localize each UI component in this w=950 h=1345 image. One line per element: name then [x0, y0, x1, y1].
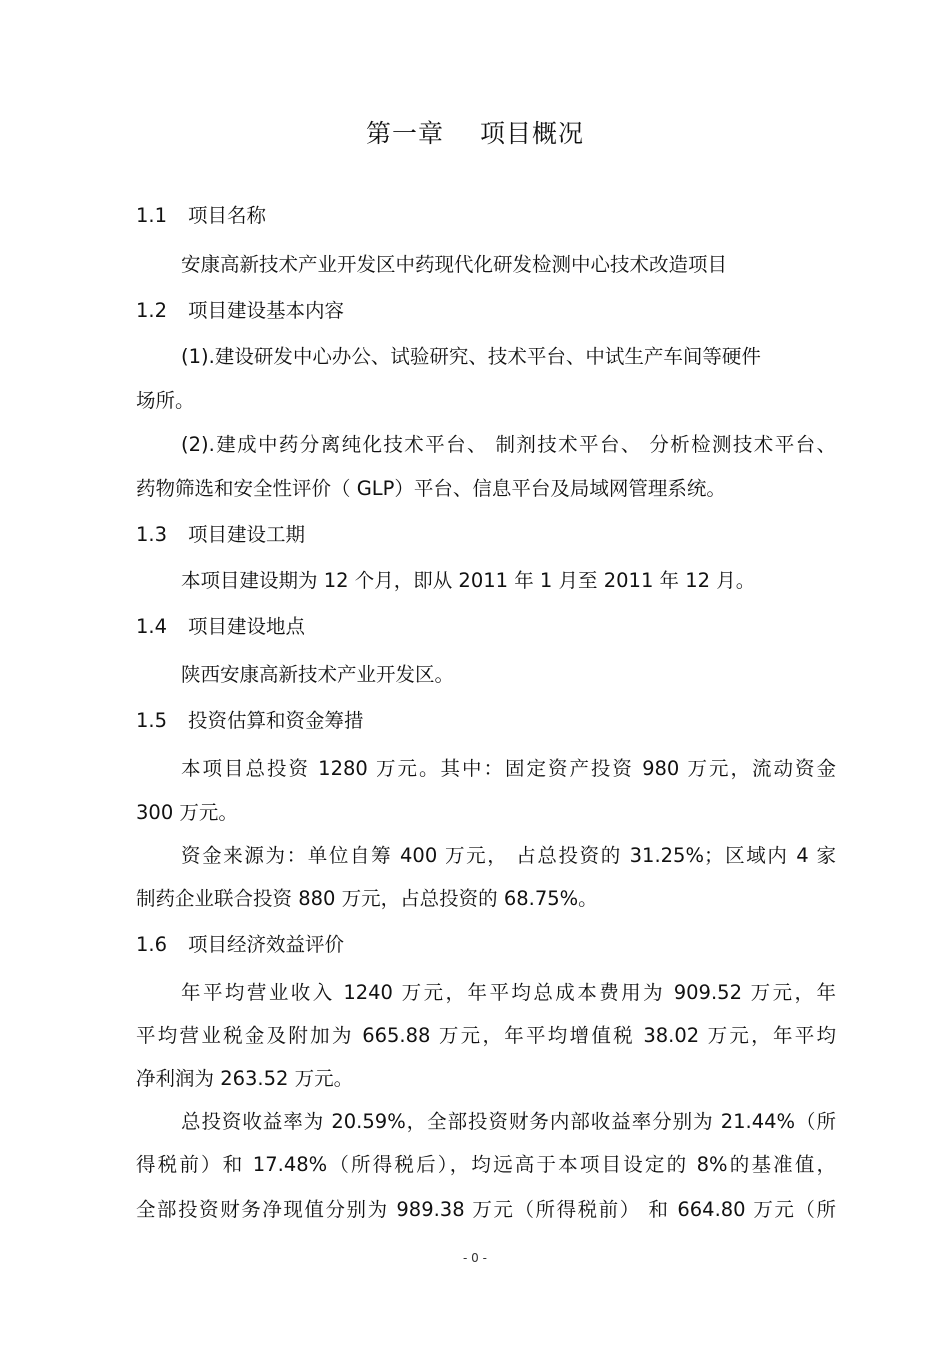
paragraph-line: 本项目总投资 1280 万元。其中：固定资产投资 980 万元，流动资金	[181, 757, 836, 780]
section-heading-1-6	[136, 931, 344, 959]
paragraph-line: 净利润为 263.52 万元。	[136, 1067, 354, 1090]
paragraph-line: 总投资收益率为 20.59%，全部投资财务内部收益率分别为 21.44%（所	[181, 1110, 836, 1133]
paragraph-line: 得税前）和 17.48%（所得税后），均远高于本项目设定的 8%的基准值，	[136, 1153, 836, 1176]
section-heading-1-5	[136, 707, 364, 735]
paragraph-line: (2).建成中药分离纯化技术平台、 制剂技术平台、 分析检测技术平台、	[181, 433, 836, 456]
chapter-title	[0, 116, 950, 152]
section-number: 1.6	[136, 933, 168, 956]
section-title: 项目建设地点	[188, 615, 306, 638]
section-heading-1-2	[136, 297, 344, 325]
paragraph-line: 药物筛选和安全性评价（ GLP）平台、信息平台及局域网管理系统。	[136, 477, 726, 500]
paragraph-line: 制药企业联合投资 880 万元，占总投资的 68.75%。	[136, 887, 598, 910]
section-number: 1.2	[136, 299, 168, 322]
section-heading-1-3	[136, 521, 305, 549]
section-number: 1.3	[136, 523, 168, 546]
paragraph-line: 安康高新技术产业开发区中药现代化研发检测中心技术改造项目	[181, 253, 728, 276]
paragraph-line: 资金来源为：单位自筹 400 万元， 占总投资的 31.25%；区域内 4 家	[181, 844, 836, 867]
paragraph-line: 300 万元。	[136, 801, 238, 824]
section-number: 1.5	[136, 709, 168, 732]
paragraph-line: 平均营业税金及附加为 665.88 万元，年平均增值税 38.02 万元，年平均	[136, 1024, 836, 1047]
paragraph-line: 全部投资财务净现值分别为 989.38 万元（所得税前） 和 664.80 万元（所	[136, 1198, 836, 1221]
chapter-number: 第一章	[365, 119, 444, 148]
paragraph-line: 场所。	[136, 389, 195, 412]
section-title: 项目经济效益评价	[188, 933, 345, 956]
paragraph-line: 本项目建设期为 12 个月，即从 2011 年 1 月至 2011 年 12 月。	[181, 569, 756, 592]
section-number: 1.1	[136, 204, 168, 227]
section-title: 投资估算和资金筹措	[188, 709, 364, 732]
section-number: 1.4	[136, 615, 168, 638]
paragraph-line: 陕西安康高新技术产业开发区。	[181, 663, 455, 686]
section-heading-1-1	[136, 202, 266, 230]
paragraph-line: (1).建设研发中心办公、试验研究、技术平台、中试生产车间等硬件	[181, 345, 761, 368]
section-title: 项目名称	[188, 204, 267, 227]
section-heading-1-4	[136, 613, 305, 641]
chapter-name: 项目概况	[480, 119, 585, 148]
page-number: - 0 -	[463, 1251, 487, 1265]
section-title: 项目建设基本内容	[188, 299, 345, 322]
section-title: 项目建设工期	[188, 523, 306, 546]
paragraph-line: 年平均营业收入 1240 万元，年平均总成本费用为 909.52 万元，年	[181, 981, 836, 1004]
